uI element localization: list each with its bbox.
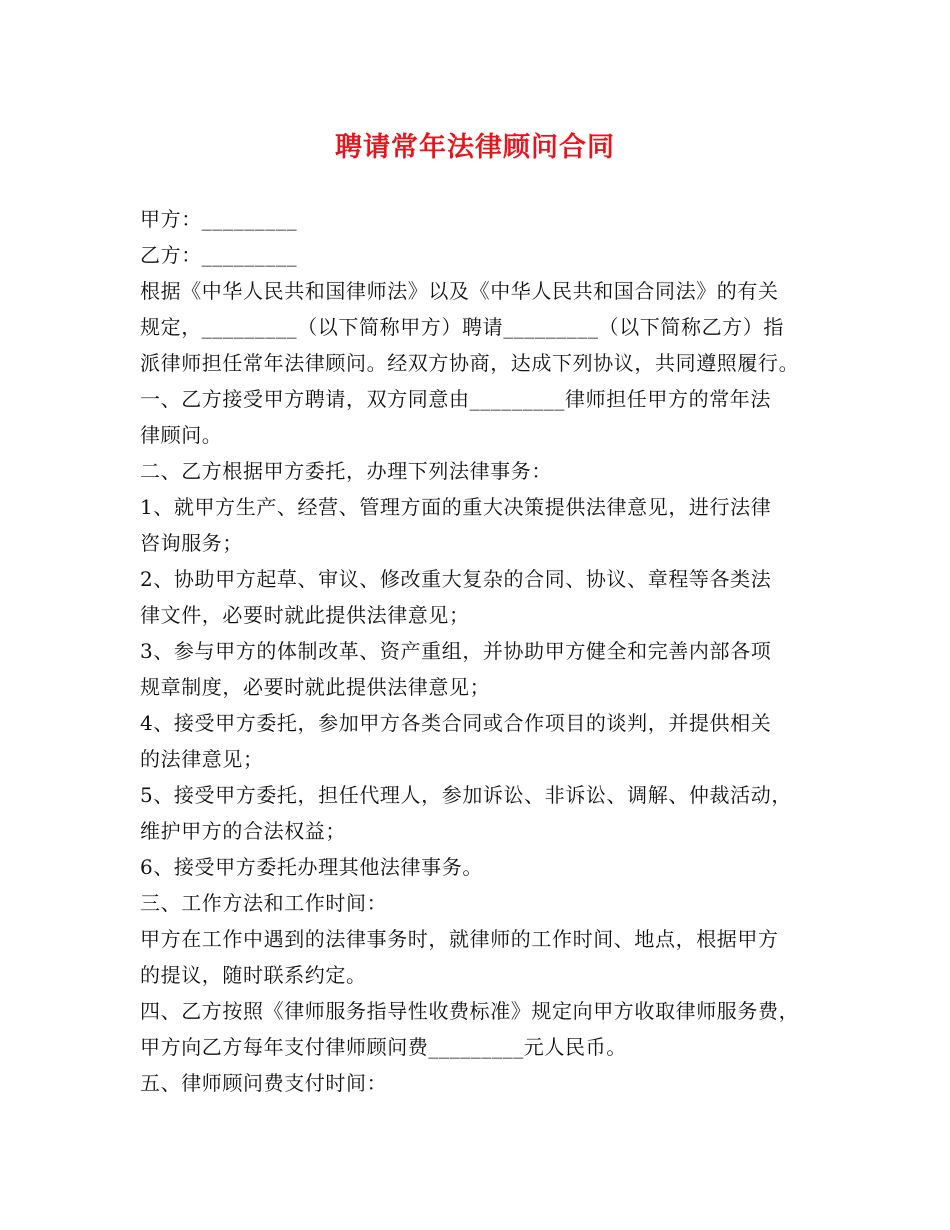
item-3-line: 3、参与甲方的体制改革、资产重组，并协助甲方健全和完善内部各项 (140, 639, 772, 663)
clause-1-line: 律顾问。 (140, 423, 223, 447)
document-body (140, 201, 820, 1101)
clause-4-line: 甲方向乙方每年支付律师顾问费_________元人民币。 (140, 1035, 627, 1059)
item-5-line: 维护甲方的合法权益； (140, 819, 346, 843)
item-2-line: 2、协助甲方起草、审议、修改重大复杂的合同、协议、章程等各类法 (140, 567, 772, 591)
clause-5-heading: 五、律师顾问费支付时间： (140, 1071, 388, 1095)
document-title: 聘请常年法律顾问合同 (335, 132, 615, 163)
item-3-line: 规章制度，必要时就此提供法律意见； (140, 675, 491, 699)
item-2-line: 律文件，必要时就此提供法律意见； (140, 603, 470, 627)
item-4-line: 的法律意见； (140, 747, 264, 771)
preamble-line: 规定，_________（以下简称甲方）聘请_________（以下简称乙方）指 (140, 315, 784, 339)
clause-2-heading: 二、乙方根据甲方委托，办理下列法律事务： (140, 459, 552, 483)
clause-4-line: 四、乙方按照《律师服务指导性收费标准》规定向甲方收取律师服务费， (140, 999, 800, 1023)
preamble-line: 根据《中华人民共和国律师法》以及《中华人民共和国合同法》的有关 (140, 279, 779, 303)
clause-3-line: 甲方在工作中遇到的法律事务时，就律师的工作时间、地点，根据甲方 (140, 927, 779, 951)
item-1-line: 1、就甲方生产、经营、管理方面的重大决策提供法律意见，进行法律 (140, 495, 772, 519)
item-1-line: 咨询服务； (140, 531, 243, 555)
item-5-line: 5、接受甲方委托，担任代理人，参加诉讼、非诉讼、调解、仲裁活动， (140, 783, 792, 807)
clause-1-line: 一、乙方接受甲方聘请，双方同意由_________律师担任甲方的常年法 (140, 387, 771, 411)
clause-3-line: 的提议，随时联系约定。 (140, 963, 367, 987)
party-a-line: 甲方：_________ (140, 207, 298, 231)
preamble-line: 派律师担任常年法律顾问。经双方协商，达成下列协议，共同遵照履行。 (140, 351, 800, 375)
item-6-line: 6、接受甲方委托办理其他法律事务。 (140, 855, 483, 879)
party-b-line: 乙方：_________ (140, 243, 298, 267)
item-4-line: 4、接受甲方委托，参加甲方各类合同或合作项目的谈判，并提供相关 (140, 711, 772, 735)
clause-3-heading: 三、工作方法和工作时间： (140, 891, 388, 915)
